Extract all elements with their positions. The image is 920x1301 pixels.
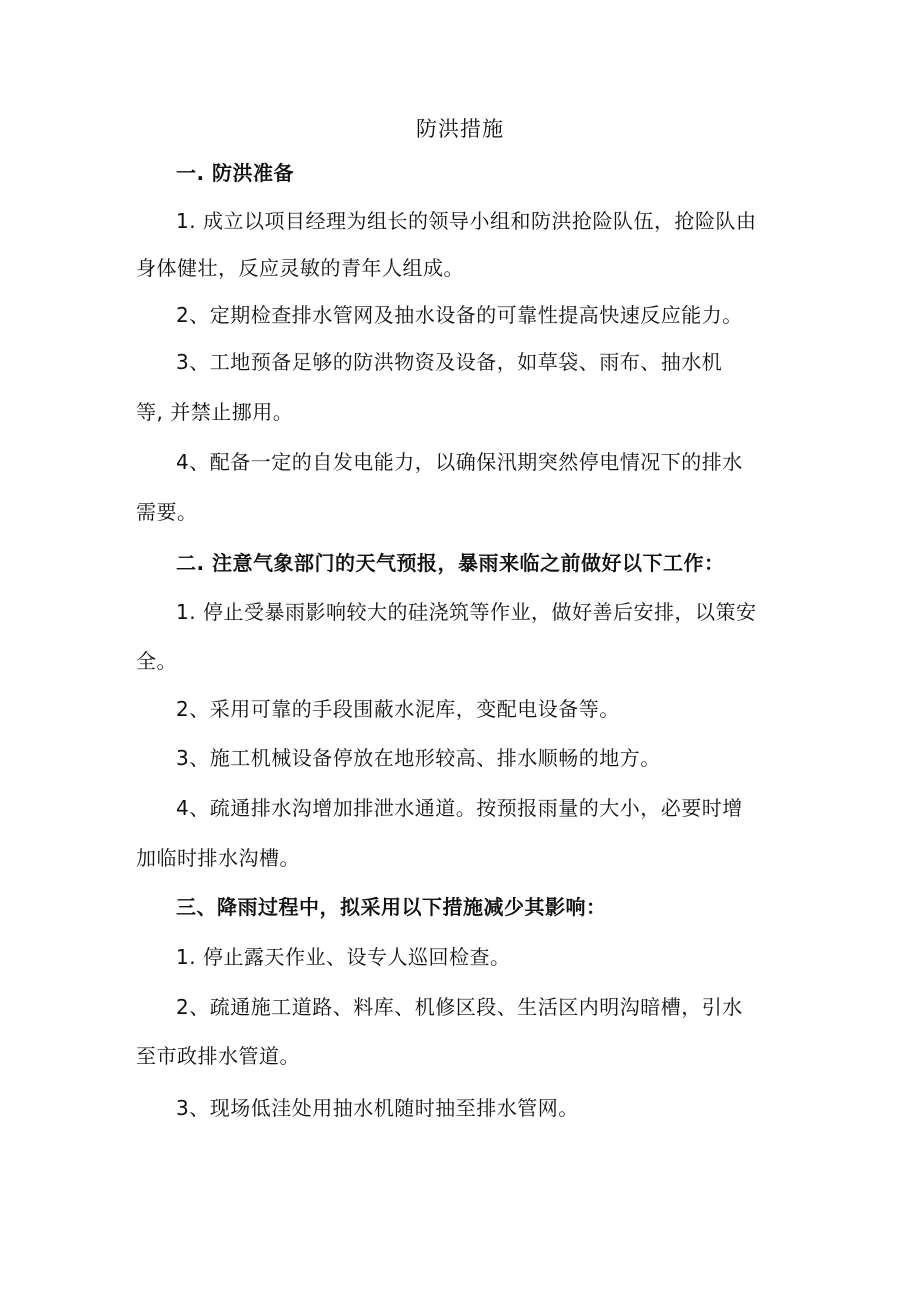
document-title: 防洪措施 — [416, 117, 504, 141]
paragraph-line: 等, 并禁止挪用。 — [136, 400, 294, 424]
section-heading-2: 二. 注意气象部门的天气预报，暴雨来临之前做好以下工作： — [176, 551, 725, 575]
paragraph-line: 3、工地预备足够的防洪物资及设备，如草袋、雨布、抽水机 — [176, 350, 723, 374]
paragraph-line: 4、疏通排水沟增加排泄水通道。按预报雨量的大小，必要时增 — [176, 796, 743, 820]
paragraph-line: 需要。 — [136, 500, 198, 524]
paragraph-line: 全。 — [136, 649, 177, 673]
paragraph-line: 2、疏通施工道路、料库、机修区段、生活区内明沟暗槽，引水 — [176, 995, 743, 1019]
paragraph-line: 3、现场低洼处用抽水机随时抽至排水管网。 — [176, 1096, 579, 1120]
section-heading-3: 三、降雨过程中，拟采用以下措施减少其影响： — [176, 895, 607, 919]
paragraph-line: 3、施工机械设备停放在地形较高、排水顺畅的地方。 — [176, 746, 661, 770]
paragraph-line: 1. 成立以项目经理为组长的领导小组和防洪抢险队伍，抢险队由 — [176, 209, 757, 233]
paragraph-line: 2、采用可靠的手段围蔽水泥库，变配电设备等。 — [176, 697, 620, 721]
paragraph-line: 1. 停止露天作业、设专人巡回检查。 — [176, 945, 511, 969]
paragraph-line: 1. 停止受暴雨影响较大的硅浇筑等作业，做好善后安排，以策安 — [176, 600, 757, 624]
section-heading-1: 一. 防洪准备 — [176, 161, 295, 185]
paragraph-line: 2、定期检查排水管网及抽水设备的可靠性提高快速反应能力。 — [176, 303, 743, 327]
paragraph-line: 加临时排水沟槽。 — [136, 846, 300, 870]
paragraph-line: 身体健壮，反应灵敏的青年人组成。 — [136, 256, 464, 280]
paragraph-line: 4、配备一定的自发电能力，以确保汛期突然停电情况下的排水 — [176, 450, 743, 474]
paragraph-line: 至市政排水管道。 — [136, 1044, 300, 1068]
